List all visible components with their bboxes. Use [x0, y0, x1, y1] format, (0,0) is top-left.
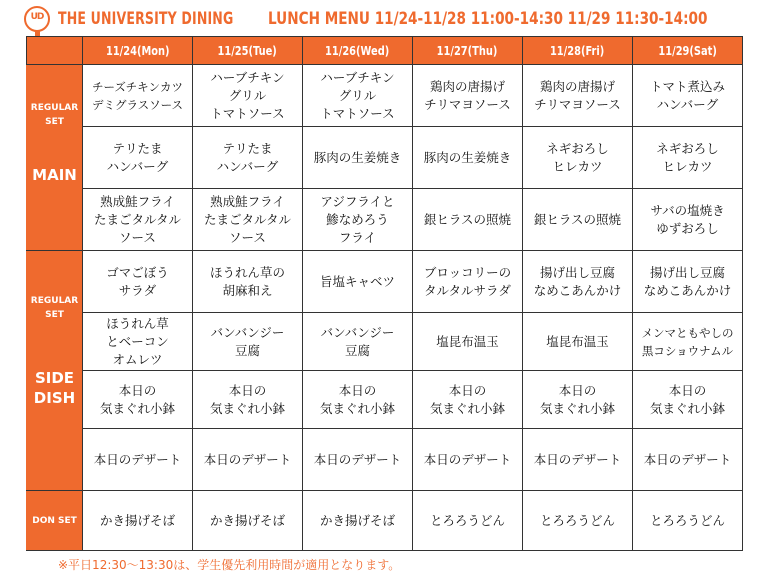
menu-item-line: 豆腐	[234, 342, 260, 358]
menu-item-line: バンバンジー	[210, 324, 285, 340]
day-header: 11/27(Thu)	[413, 37, 523, 65]
menu-item-line: かき揚げそば	[319, 512, 395, 528]
menu-item	[303, 189, 413, 251]
menu-item	[193, 313, 303, 371]
menu-item	[633, 189, 743, 251]
menu-item-line: 気まぐれ小鉢	[429, 400, 505, 416]
menu-item-line: ハンバーグ	[106, 158, 169, 174]
menu-item-line: 気まぐれ小鉢	[649, 400, 725, 416]
menu-item-line: トマトソース	[210, 105, 285, 121]
section-regular-main	[27, 65, 83, 251]
menu-item	[633, 127, 743, 189]
menu-item-line: 本日の	[558, 382, 597, 398]
menu-item-line: ネギおろし	[656, 140, 719, 156]
section-label: SIDE DISH	[33, 368, 76, 407]
menu-item-line: デミグラスソース	[91, 97, 184, 112]
day-header-row	[27, 37, 743, 65]
brand-logo-icon: UD	[24, 6, 50, 32]
menu-item-line: 気まぐれ小鉢	[319, 400, 395, 416]
menu-item	[413, 491, 523, 551]
menu-item-line: 本日のデザート	[203, 451, 292, 467]
section-sub-label: REGULAR SET	[30, 295, 79, 320]
menu-item	[193, 65, 303, 127]
menu-item-line: バンバンジー	[320, 324, 395, 340]
menu-item-line: 鯵なめろう	[326, 211, 389, 227]
menu-item-line: 熟成鮭フライ	[210, 193, 285, 209]
menu-item-line: なめこあんかけ	[643, 282, 732, 298]
menu-item-line: ヒレカツ	[552, 158, 603, 174]
menu-item	[523, 429, 633, 491]
menu-item	[413, 189, 523, 251]
menu-item-line: ほうれん草	[106, 315, 169, 331]
menu-item-line: ハンバーグ	[656, 96, 719, 112]
menu-item	[633, 491, 743, 551]
menu-item	[633, 65, 743, 127]
menu-item-line: 気まぐれ小鉢	[539, 400, 615, 416]
menu-item-line: テリたま	[112, 140, 163, 156]
menu-item	[413, 429, 523, 491]
menu-item	[83, 251, 193, 313]
menu-item-line: 気まぐれ小鉢	[209, 400, 285, 416]
menu-row	[27, 491, 743, 551]
menu-row	[27, 65, 743, 127]
menu-item-line: 鶏肉の唐揚げ	[539, 78, 615, 94]
menu-item	[523, 313, 633, 371]
menu-item	[413, 127, 523, 189]
section-sub-label: REGULAR SET	[30, 102, 79, 127]
menu-item-line: 塩昆布温玉	[546, 333, 609, 349]
menu-item	[193, 251, 303, 313]
menu-item-line: 豚肉の生姜焼き	[423, 149, 512, 165]
menu-row	[27, 313, 743, 371]
menu-item	[193, 491, 303, 551]
menu-item-line: なめこあんかけ	[533, 282, 622, 298]
menu-item-line: かき揚げそば	[209, 512, 285, 528]
menu-item	[633, 313, 743, 371]
menu-item	[413, 251, 523, 313]
section-label: MAIN	[32, 165, 77, 184]
menu-item	[83, 65, 193, 127]
menu-row	[27, 429, 743, 491]
menu-item-line: 本日のデザート	[533, 451, 622, 467]
menu-item-line: ハーブチキン	[320, 69, 395, 85]
menu-item	[523, 127, 633, 189]
menu-item	[193, 127, 303, 189]
day-header: 11/28(Fri)	[523, 37, 633, 65]
menu-item-line: ソース	[119, 229, 156, 245]
menu-item-line: サラダ	[118, 282, 157, 298]
menu-item	[193, 429, 303, 491]
menu-item-line: ハンバーグ	[216, 158, 279, 174]
menu-item-line: チリマヨソース	[534, 96, 621, 112]
menu-item-line: 本日の	[118, 382, 157, 398]
menu-item-line: メンマともやしの	[641, 325, 734, 340]
menu-item	[303, 127, 413, 189]
menu-item	[633, 251, 743, 313]
menu-item-line: たまごタルタル	[93, 211, 181, 227]
menu-item	[303, 371, 413, 429]
menu-item-line: とろろうどん	[539, 512, 615, 528]
menu-item-line: たまごタルタル	[203, 211, 291, 227]
menu-item-line: グリル	[338, 87, 377, 103]
menu-item-line: チリマヨソース	[424, 96, 511, 112]
menu-row	[27, 251, 743, 313]
menu-item-line: とろろうどん	[429, 512, 505, 528]
menu-item-line: トマト煮込み	[649, 78, 725, 94]
menu-item-line: 胡麻和え	[222, 282, 273, 298]
menu-item-line: 本日の	[338, 382, 377, 398]
menu-item-line: ブロッコリーの	[423, 264, 512, 280]
menu-item	[413, 371, 523, 429]
menu-item-line: ハーブチキン	[210, 69, 285, 85]
day-header: 11/24(Mon)	[83, 37, 193, 65]
header-corner	[27, 37, 83, 65]
menu-item-line: 熟成鮭フライ	[100, 193, 175, 209]
menu-item-line: フライ	[338, 229, 377, 245]
menu-item-line: オムレツ	[112, 351, 163, 367]
day-header: 11/25(Tue)	[193, 37, 303, 65]
menu-item-line: 気まぐれ小鉢	[99, 400, 175, 416]
menu-item-line: チーズチキンカツ	[91, 79, 184, 94]
menu-row	[27, 189, 743, 251]
menu-item-line: 塩昆布温玉	[436, 333, 499, 349]
menu-item	[523, 371, 633, 429]
menu-item-line: ゴマごぼう	[106, 264, 169, 280]
menu-item	[303, 429, 413, 491]
footer-note: ※平日12:30〜13:30は、学生優先利用時間が適用となります。	[58, 558, 401, 572]
menu-item	[523, 251, 633, 313]
menu-item	[193, 189, 303, 251]
menu-item	[83, 127, 193, 189]
menu-item	[303, 313, 413, 371]
menu-table	[26, 36, 743, 551]
day-header: 11/26(Wed)	[303, 37, 413, 65]
menu-item-line: タルタルサラダ	[424, 282, 511, 298]
day-header: 11/29(Sat)	[633, 37, 743, 65]
menu-item-line: テリたま	[222, 140, 273, 156]
menu-item	[83, 313, 193, 371]
menu-item-line: とベーコン	[106, 333, 169, 349]
menu-item-line: トマトソース	[320, 105, 395, 121]
menu-item	[83, 429, 193, 491]
menu-row	[27, 371, 743, 429]
section-label: DON SET	[32, 515, 77, 526]
menu-item-line: 銀ヒラスの照焼	[423, 211, 512, 227]
menu-item-line: 本日の	[448, 382, 487, 398]
menu-item-line: 黒コショウナムル	[641, 343, 734, 358]
menu-item	[303, 65, 413, 127]
menu-item-line: 揚げ出し豆腐	[539, 264, 615, 280]
menu-item	[83, 189, 193, 251]
menu-item-line: 本日の	[228, 382, 267, 398]
menu-item-line: ほうれん草の	[209, 264, 285, 280]
menu-item	[83, 371, 193, 429]
menu-item-line: 本日のデザート	[93, 451, 182, 467]
menu-item	[303, 251, 413, 313]
menu-item-line: 豚肉の生姜焼き	[313, 149, 402, 165]
section-regular-side	[27, 251, 83, 491]
menu-item	[633, 429, 743, 491]
menu-item-line: かき揚げそば	[99, 512, 175, 528]
menu-item-line: ソース	[229, 229, 266, 245]
menu-item	[523, 491, 633, 551]
menu-item-line: サバの塩焼き	[650, 202, 725, 218]
menu-item-line: 揚げ出し豆腐	[649, 264, 725, 280]
menu-item-line: ネギおろし	[546, 140, 609, 156]
menu-item-line: ヒレカツ	[662, 158, 713, 174]
menu-item	[523, 65, 633, 127]
brand-name: THE UNIVERSITY DINING	[58, 9, 234, 29]
menu-item	[413, 65, 523, 127]
menu-item-line: 豆腐	[344, 342, 370, 358]
menu-item-line: 鶏肉の唐揚げ	[429, 78, 505, 94]
menu-item-line: 本日の	[668, 382, 707, 398]
menu-item-line: 本日のデザート	[423, 451, 512, 467]
menu-item	[303, 491, 413, 551]
menu-item-line: 旨塩キャベツ	[319, 273, 395, 289]
menu-item-line: 本日のデザート	[643, 451, 732, 467]
menu-title: LUNCH MENU 11/24-11/28 11:00-14:30 11/29 11:30-14:00	[268, 9, 708, 29]
menu-item-line: 本日のデザート	[313, 451, 402, 467]
menu-item-line: グリル	[228, 87, 267, 103]
menu-item	[633, 371, 743, 429]
menu-item	[193, 371, 303, 429]
menu-item	[413, 313, 523, 371]
menu-item	[83, 491, 193, 551]
menu-item-line: アジフライと	[320, 193, 395, 209]
menu-item-line: とろろうどん	[649, 512, 725, 528]
menu-item	[523, 189, 633, 251]
section-don	[27, 491, 83, 551]
menu-row	[27, 127, 743, 189]
menu-item-line: ゆずおろし	[656, 220, 719, 236]
menu-item-line: 銀ヒラスの照焼	[533, 211, 622, 227]
